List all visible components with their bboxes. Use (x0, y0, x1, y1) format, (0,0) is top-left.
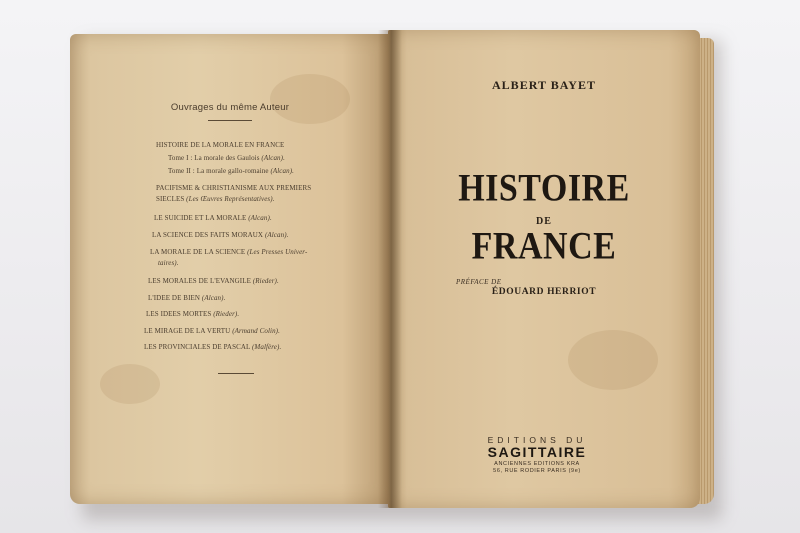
list-end-rule (218, 373, 254, 374)
work-item: Tome II : La morale gallo-romaine (Alcan). (168, 167, 294, 175)
work-item: LA SCIENCE DES FAITS MORAUX (Alcan). (152, 231, 289, 239)
works-heading: Ouvrages du même Auteur (170, 102, 290, 113)
preface-author: ÉDOUARD HERRIOT (491, 287, 597, 297)
work-item: SIECLES (Les Œuvres Représentatives). (156, 195, 275, 203)
work-item: LES IDEES MORTES (Rieder). (146, 310, 240, 318)
work-item: LE MIRAGE DE LA VERTU (Armand Colin). (144, 327, 280, 335)
work-item: LA MORALE DE LA SCIENCE (Les Presses Univer- (150, 248, 308, 256)
work-item: taires). (158, 259, 179, 267)
title-de: DE (536, 216, 552, 227)
work-item: PACIFISME & CHRISTIANISME AUX PREMIERS (156, 184, 312, 192)
work-item: Tome I : La morale des Gaulois (Alcan). (168, 154, 285, 162)
publisher-line-1: EDITIONS DU (487, 435, 587, 445)
paper-stain (568, 330, 658, 390)
paper-stain (270, 74, 350, 124)
title-line-2: FRANCE (471, 225, 617, 268)
work-item: LES PROVINCIALES DE PASCAL (Malfère). (144, 343, 282, 351)
author-name: ALBERT BAYET (492, 78, 596, 92)
title-line-1: HISTOIRE (458, 167, 630, 210)
heading-rule (208, 120, 252, 121)
work-item: LE SUICIDE ET LA MORALE (Alcan). (154, 214, 272, 222)
publisher-name: SAGITTAIRE (487, 444, 587, 460)
publisher-address: 56, RUE RODIER PARIS (9e) (493, 468, 581, 474)
publisher-line-3: ANCIENNES EDITIONS KRA (494, 461, 580, 467)
work-item: HISTOIRE DE LA MORALE EN FRANCE (156, 141, 285, 149)
preface-label: PRÉFACE DE (456, 278, 502, 286)
work-item: L'IDEE DE BIEN (Alcan). (148, 294, 226, 302)
paper-stain (100, 364, 160, 404)
work-item: LES MORALES DE L'EVANGILE (Rieder). (148, 277, 279, 285)
open-book (70, 30, 715, 508)
